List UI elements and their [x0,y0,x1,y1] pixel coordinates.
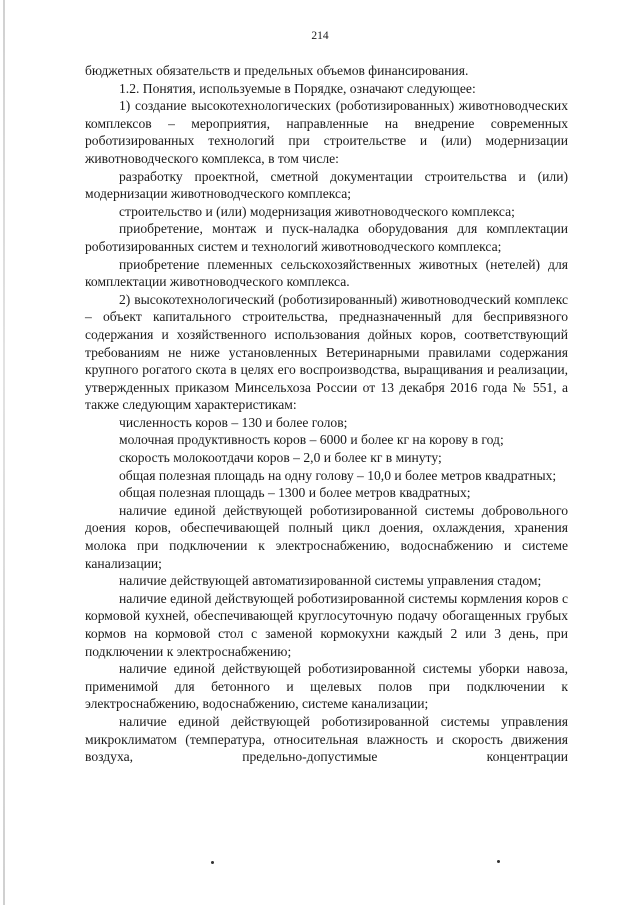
paragraph: общая полезная площадь – 1300 и более метров квадратных; [119,485,471,501]
scan-edge [3,0,5,905]
paragraph: приобретение, монтаж и пуск-наладка оборудования для комплектации роботизированных систем и технологий животноводческого комплекса; [85,221,568,254]
paragraph: наличие единой действующей роботизированной системы кормления коров с кормовой кухней, обеспечивающей круглосуточную подачу обогащенных грубых кормов на кормовой стол с заменой кормокухни каждый 2 или 3 день, при подключении к электроснабжению; [85,590,568,659]
paragraph: скорость молокоотдачи коров – 2,0 и более кг в минуту; [119,450,442,466]
paragraph: общая полезная площадь на одну голову – 10,0 и более метров квадратных; [119,467,557,483]
scan-dot [497,860,500,863]
paragraph: 2) высокотехнологический (роботизированный) животноводческий комплекс – объект капитального строительства, предназначенный для беспривязного содержания и хозяйственного использования дойных коров, соответствующий требованиям не ниже установленных Ветеринарными правилами содержания крупного рогатого скота в целях его воспроизводства, выращивания и реализации, утвержденных приказом Минсельхоза России от 13 декабря 2016 года № 551, а также следующим характеристикам: [85,291,568,413]
paragraph: строительство и (или) модернизация животноводческого комплекса; [119,203,515,219]
paragraph: 1.2. Понятия, используемые в Порядке, означают следующее: [119,80,476,96]
paragraph: бюджетных обязательств и предельных объемов финансирования. [85,63,469,78]
paragraph: наличие единой действующей роботизированной системы уборки навоза, применимой для бетонного и щелевых полов при подключении к электроснабжению, водоснабжению, системе канализации; [85,661,568,712]
paragraph: наличие действующей автоматизированной системы управления стадом; [119,573,542,589]
paragraph: приобретение племенных сельскохозяйственных животных (нетелей) для комплектации животноводческого комплекса. [85,256,568,290]
scan-dot [211,861,214,864]
page-number: 214 [311,30,329,42]
paragraph: разработку проектной, сметной документации строительства и (или) модернизации животноводческого комплекса; [85,168,568,202]
paragraph: численность коров – 130 и более голов; [119,414,348,430]
paragraph: наличие единой действующей роботизированной системы управления микроклиматом (температура, относительная влажность и скорость движения воздуха, предельно-допустимые концентрации [85,713,568,765]
paragraph: наличие единой действующей роботизированной системы добровольного доения коров, обеспечивающей полный цикл доения, охлаждения, хранения молока при подключении к электроснабжению, водоснабжению и системе канализации; [85,502,568,571]
document-body [85,62,568,766]
paragraph: молочная продуктивность коров – 6000 и более кг на корову в год; [119,432,504,448]
paragraph: 1) создание высокотехнологических (роботизированных) животноводческих комплексов – мероприятия, направленные на внедрение современных роботизированных технологий при строительстве и (или) модернизации животноводческого комплекса, в том числе: [85,98,568,166]
